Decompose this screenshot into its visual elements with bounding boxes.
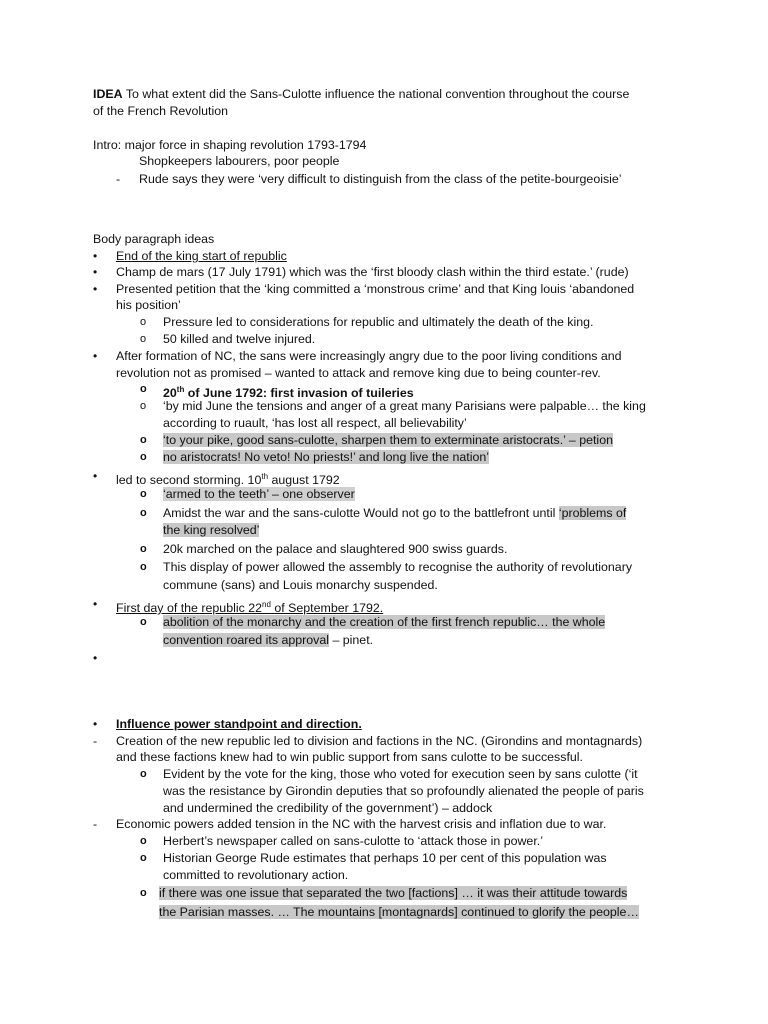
sub-display-power-line-1: This display of power allowed the assembly to recognise the authority of revolutionary	[163, 560, 633, 574]
influence-factions-line-1: Creation of the new republic led to division and factions in the NC. (Girondins and montagnards)	[116, 734, 643, 748]
sub-battlefront-line-2: the king resolved’	[163, 523, 260, 537]
sub-marker: o	[140, 543, 147, 555]
idea-label: IDEA	[93, 87, 123, 101]
bullet-end-of-king: End of the king start of republic	[116, 249, 287, 263]
sub-rude-estimate-line-2: committed to revolutionary action.	[163, 868, 349, 882]
sub-marker: o	[140, 488, 147, 500]
sub-ruault-line-1: ‘by mid June the tensions and anger of a great many Parisians were palpable… the king	[163, 399, 646, 413]
sub-marker: o	[140, 316, 147, 328]
sub-swiss-guards: 20k marched on the palace and slaughtered 900 swiss guards.	[163, 542, 508, 556]
intro-detail: Shopkeepers labourers, poor people	[139, 154, 340, 168]
bullet-first-day-republic: First day of the republic 22nd of September 1792.	[116, 600, 384, 616]
sub-rude-estimate-line-1: Historian George Rude estimates that perhaps 10 per cent of this population was	[163, 851, 607, 865]
influence-heading: Influence power standpoint and direction.	[116, 717, 362, 731]
sub-marker: o	[140, 768, 147, 780]
sub-marker: o	[140, 852, 147, 864]
body-heading: Body paragraph ideas	[93, 232, 215, 246]
bullet-marker: •	[93, 469, 98, 483]
influence-factions-line-2: and these factions knew had to win public support from sans culotte to be successful.	[116, 750, 583, 764]
sub-pinet-line-2: convention roared its approval – pinet.	[163, 633, 374, 647]
sub-ruault-line-2: according to ruault, ‘has lost all respect, all believability’	[163, 416, 467, 430]
bullet-champ-de-mars: Champ de mars (17 July 1791) which was the ‘first bloody clash within the third estate.’ (rude)	[116, 265, 629, 279]
sub-no-aristocrats: no aristocrats! No veto! No priests!’ and long live the nation’	[163, 450, 489, 464]
sub-parisian-masses-line-2: the Parisian masses. … The mountains [montagnards] continued to glorify the people…	[159, 905, 639, 919]
dash-marker: -	[93, 734, 98, 748]
dash-marker: -	[93, 817, 98, 831]
bullet-marker: •	[93, 597, 98, 611]
sub-parisian-masses-line-1: if there was one issue that separated the two [factions] … it was their attitude towards	[159, 886, 628, 900]
bullet-marker: •	[93, 282, 98, 296]
sub-marker: o	[140, 887, 147, 899]
title-line-2: of the French Revolution	[93, 104, 228, 118]
title-line-1: IDEA To what extent did the Sans-Culotte influence the national convention throughout the course	[93, 87, 630, 101]
sub-marker: o	[140, 835, 147, 847]
bullet-second-storming: led to second storming. 10th august 1792	[116, 472, 340, 488]
intro-rude-quote: Rude says they were ‘very difficult to distinguish from the class of the petite-bourgeoisie’	[139, 172, 622, 186]
sub-pinet-line-1: abolition of the monarchy and the creation of the first french republic… the whole	[163, 615, 606, 629]
sub-addock-line-3: and undermined the credibility of the government’) – addock	[163, 801, 493, 815]
bullet-petition-line-2: his position’	[116, 298, 181, 312]
sub-battlefront-line-1: Amidst the war and the sans-culotte Would not go to the battlefront until ‘problems of	[163, 506, 627, 520]
sub-casualties: 50 killed and twelve injured.	[163, 332, 316, 346]
sub-marker: o	[140, 561, 147, 573]
sub-addock-line-1: Evident by the vote for the king, those who voted for execution seen by sans culotte (‘it	[163, 767, 638, 781]
sub-herbert: Herbert’s newspaper called on sans-culotte to ‘attack those in power.’	[163, 834, 543, 848]
bullet-nc-formation-line-1: After formation of NC, the sans were increasingly angry due to the poor living conditions and	[116, 349, 622, 363]
sub-marker: o	[140, 507, 147, 519]
bullet-marker: •	[93, 349, 98, 363]
empty-bullet-marker: •	[93, 651, 98, 665]
bullet-marker: •	[93, 249, 98, 263]
sub-marker: o	[140, 333, 147, 345]
sub-petion-quote: ‘to your pike, good sans-culotte, sharpen them to exterminate aristocrats.’ – petion	[163, 433, 613, 447]
sub-marker: o	[140, 616, 147, 628]
bullet-petition-line-1: Presented petition that the ‘king committed a ‘monstrous crime’ and that King louis ‘abandoned	[116, 282, 635, 296]
dash-marker: -	[116, 172, 121, 186]
intro-line: Intro: major force in shaping revolution 1793-1794	[93, 138, 367, 152]
sub-marker: o	[140, 383, 147, 395]
sub-marker: o	[140, 400, 147, 412]
bullet-marker: •	[93, 265, 98, 279]
sub-marker: o	[140, 434, 147, 446]
sub-display-power-line-2: commune (sans) and Louis monarchy suspended.	[163, 578, 438, 592]
sub-armed-quote: ‘armed to the teeth’ – one observer	[163, 487, 355, 501]
influence-economic: Economic powers added tension in the NC with the harvest crisis and inflation due to war.	[116, 817, 607, 831]
bullet-marker: •	[93, 717, 98, 731]
sub-pressure: Pressure led to considerations for republic and ultimately the death of the king.	[163, 315, 594, 329]
bullet-nc-formation-line-2: revolution not as promised – wanted to attack and remove king due to being counter-rev.	[116, 366, 601, 380]
sub-addock-line-2: was the resistance by Girondin deputies that so profoundly alienated the people of paris	[163, 784, 644, 798]
sub-marker: o	[140, 451, 147, 463]
sub-tuileries: 20th of June 1792: first invasion of tuileries	[163, 385, 414, 401]
